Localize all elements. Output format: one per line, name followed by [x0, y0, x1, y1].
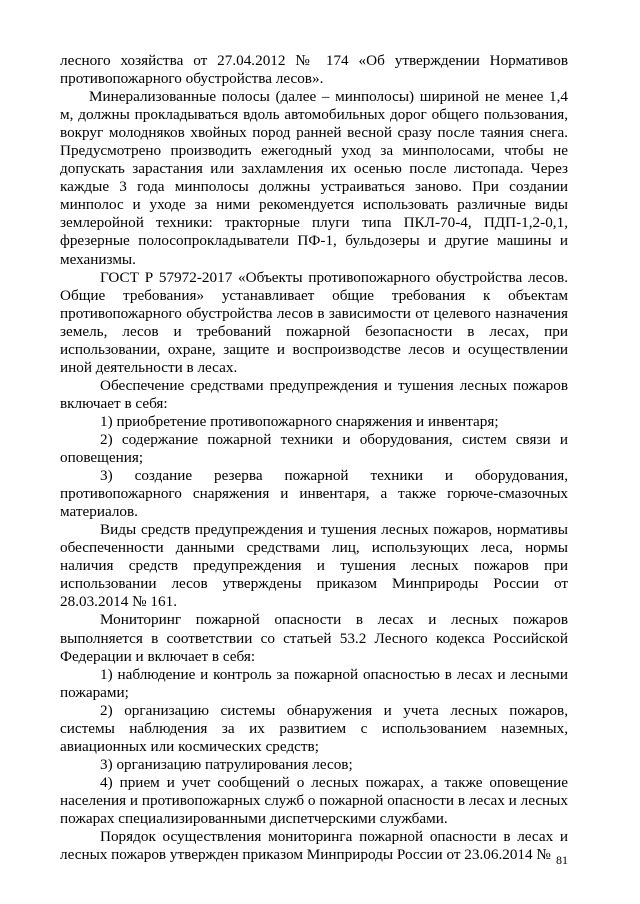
paragraph-minpolosy: Минерализованные полосы (далее – минполосы) шириной не менее 1,4 м, должны прокладываться вдоль автомобильных дорог общего пользования, вокруг молодняков хвойных пород ранней весной сразу после таяния снега. Предусмотрено производить ежегодный уход за минполосами, чтобы не допускать зарастания или захламления их осенью после листопада. Через каждые 3 года минполосы должны устраиваться заново. При создании минполос и уходе за ними рекомендуется использовать различные виды землеройной техники: тракторные плуги типа ПКЛ-70-4, ПДП-1,2-0,1, фрезерные полосопрокладыватели ПФ-1, бульдозеры и другие машины и механизмы. [60, 88, 568, 268]
monitoring-item-3: 3) организацию патрулирования лесов; [100, 755, 353, 773]
paragraph-monitoring-intro: Мониторинг пожарной опасности в лесах и лесных пожаров выполняется в соответствии со статьей 53.2 Лесного кодекса Российской Федерации и включает в себя: [60, 611, 568, 665]
list-item-3: 3) создание резерва пожарной техники и оборудования, противопожарного снаряжения и инвентаря, а также горюче-смазочных материалов. [60, 467, 568, 521]
list-item-2: 2) содержание пожарной техники и оборудования, систем связи и оповещения; [60, 430, 568, 467]
paragraph-vidy-sredstv: Виды средств предупреждения и тушения лесных пожаров, нормативы обеспеченности данными средствами лиц, использующих леса, нормы наличия средств предупреждения и тушения лесных пожаров при использовании лесов утверждены приказом Минприроды России от 28.03.2014 № 161. [60, 521, 568, 611]
list-item-1: 1) приобретение противопожарного снаряжения и инвентаря; [100, 412, 499, 430]
monitoring-item-4: 4) прием и учет сообщений о лесных пожарах, а также оповещение населения и противопожарных служб о пожарной опасности в лесах и лесных пожарах специализированными диспетчерскими службами. [60, 773, 568, 827]
page-body [60, 52, 568, 864]
paragraph-poryadok: Порядок осуществления мониторинга пожарной опасности в лесах и лесных пожаров утвержден приказом Минприроды России от 23.06.2014 № [60, 828, 568, 864]
monitoring-item-2: 2) организацию системы обнаружения и учета лесных пожаров, системы наблюдения за их развитием с использованием наземных, авиационных или космических средств; [60, 701, 568, 755]
paragraph-gost: ГОСТ Р 57972-2017 «Объекты противопожарного обустройства лесов. Общие требования» устанавливает общие требования к объектам противопожарного обустройства лесов в зависимости от целевого назначения земель, лесов и требований пожарной безопасности в лесах, при использовании, охране, защите и воспроизводстве лесов и осуществлении иной деятельности в лесах. [60, 268, 568, 376]
monitoring-item-1: 1) наблюдение и контроль за пожарной опасностью в лесах и лесными пожарами; [60, 665, 568, 701]
paragraph-continuation: лесного хозяйства от 27.04.2012 № 174 «Об утверждении Нормативов противопожарного обустройства лесов». [60, 52, 568, 88]
paragraph-sredstva-intro: Обеспечение средствами предупреждения и тушения лесных пожаров включает в себя: [60, 376, 568, 412]
page-number: 81 [556, 853, 568, 867]
